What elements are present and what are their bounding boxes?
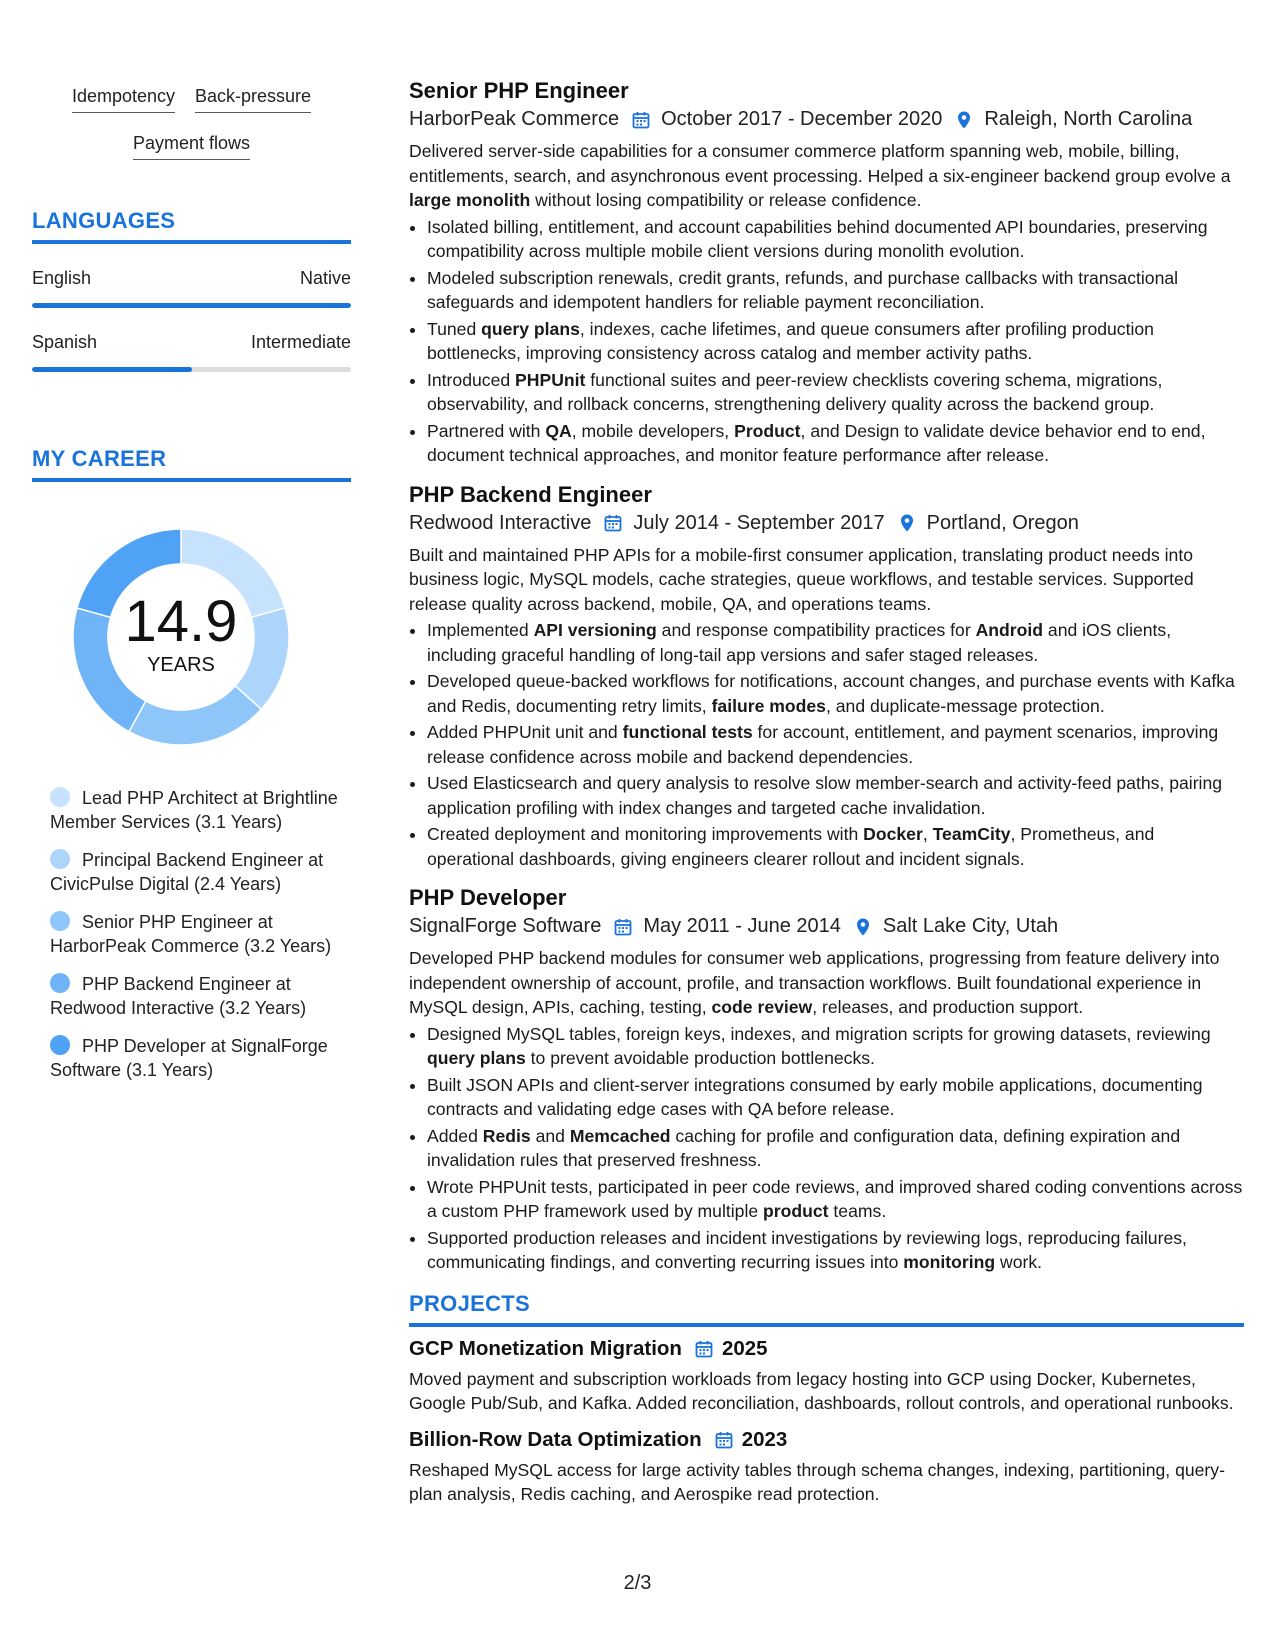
- job-bullet: • Partnered with QA, mobile developers, Product, and Design to validate device behavior end to end, document technical approaches, and monitor feature performance after release.: [427, 419, 1244, 468]
- career-total-years: 14.9: [124, 588, 238, 654]
- job-company: SignalForge Software: [409, 915, 602, 937]
- language-proficiency-fill: [32, 367, 192, 372]
- project-entry: [409, 1428, 1244, 1507]
- skill-tag: Back-pressure: [195, 82, 311, 113]
- career-legend-dot: [50, 849, 70, 869]
- career-legend-label: Senior PHP Engineer at HarborPeak Commerce (3.2 Years): [50, 912, 332, 956]
- language-proficiency-fill: [32, 303, 351, 308]
- project-description: Moved payment and subscription workloads from legacy hosting into GCP using Docker, Kubernetes, Google Pub/Sub, and Kafka. Added reconciliation, dashboards, rollout controls, and operational runbooks.: [409, 1368, 1234, 1413]
- page-number: 2/3: [623, 1572, 652, 1594]
- job-bullets: [409, 215, 1244, 468]
- language-level: Native: [299, 268, 351, 288]
- project-year: 2023: [741, 1427, 788, 1451]
- career-legend-dot: [50, 1035, 70, 1055]
- project-title: GCP Monetization Migration: [409, 1336, 682, 1360]
- job-summary: Built and maintained PHP APIs for a mobile-first consumer application, translating product needs into business logic, MySQL models, cache strategies, queue workflows, and testable services. Supported release quality across backend, mobile, QA, and operations teams.: [409, 544, 1194, 614]
- job-summary: Developed PHP backend modules for consumer web applications, progressing from feature delivery into independent ownership of account, profile, and transaction workflows. Built foundational experience in MySQL design, APIs, caching, testing, code review, releases, and production support.: [409, 948, 1220, 1017]
- project-entry: [409, 1337, 1244, 1416]
- location-pin-icon: [954, 110, 974, 130]
- skills-tags: [32, 78, 351, 172]
- career-legend-item: [50, 972, 340, 1020]
- language-level: Intermediate: [250, 332, 351, 352]
- job-dates: May 2011 - June 2014: [643, 915, 841, 937]
- job-bullet: • Created deployment and monitoring improvements with Docker, TeamCity, Prometheus, and operational dashboards, giving engineers clearer rollout and incident signals.: [427, 822, 1244, 871]
- language-name: Spanish: [32, 332, 98, 352]
- job-company: Redwood Interactive: [409, 511, 592, 534]
- job-bullets: [409, 1022, 1244, 1275]
- calendar-icon: [613, 917, 633, 937]
- languages-heading: LANGUAGES: [32, 208, 351, 244]
- language-spanish: [32, 332, 351, 372]
- calendar-icon: [631, 110, 651, 130]
- job-meta: [409, 915, 1244, 938]
- career-heading: MY CAREER: [32, 446, 351, 482]
- job-title: PHP Backend Engineer: [409, 481, 652, 507]
- job-location: Raleigh, North Carolina: [984, 108, 1193, 130]
- job-bullet: • Added PHPUnit unit and functional tests for account, entitlement, and payment scenarios, improving release confidence across mobile and backend dependencies.: [427, 720, 1244, 769]
- job-meta: [409, 108, 1244, 131]
- career-legend-label: Principal Backend Engineer at CivicPulse Digital (2.4 Years): [50, 850, 324, 894]
- skill-tag: Idempotency: [72, 82, 175, 113]
- job-bullet: • Tuned query plans, indexes, cache lifetimes, and queue consumers after profiling production bottlenecks, improving consistency across catalog and member activity paths.: [427, 317, 1244, 366]
- career-legend-item: [50, 786, 340, 834]
- project-year: 2025: [721, 1336, 768, 1360]
- location-pin-icon: [897, 513, 917, 533]
- location-pin-icon: [853, 917, 873, 937]
- language-english: [32, 268, 351, 308]
- job-dates: October 2017 - December 2020: [661, 108, 943, 130]
- career-legend-item: [50, 1034, 340, 1082]
- career-legend-label: Lead PHP Architect at Brightline Member Services (3.1 Years): [50, 788, 338, 832]
- job-location: Portland, Oregon: [926, 511, 1079, 534]
- calendar-icon: [714, 1430, 734, 1450]
- project-title: Billion-Row Data Optimization: [409, 1427, 702, 1451]
- job-bullet: • Supported production releases and incident investigations by reviewing logs, reproducing failures, communicating findings, and converting recurring issues into monitoring work.: [427, 1226, 1244, 1275]
- project-description: Reshaped MySQL access for large activity tables through schema changes, indexing, partitioning, query-plan analysis, Redis caching, and Aerospike read protection.: [409, 1459, 1225, 1504]
- language-proficiency-bar: [32, 367, 351, 372]
- experience-entry: [409, 482, 1244, 872]
- project-header: [409, 1428, 1244, 1452]
- job-bullet: • Built JSON APIs and client-server integrations consumed by early mobile applications, documenting contracts and validating edge cases with QA before release.: [427, 1073, 1244, 1122]
- career-legend-dot: [50, 787, 70, 807]
- job-meta: [409, 512, 1244, 535]
- career-total-unit: YEARS: [147, 653, 215, 676]
- job-bullet: • Developed queue-backed workflows for notifications, account changes, and purchase events with Kafka and Redis, documenting retry limits, failure modes, and duplicate-message protection.: [427, 669, 1244, 718]
- job-bullet: • Wrote PHPUnit tests, participated in peer code reviews, and improved shared coding conventions across a custom PHP framework used by multiple product teams.: [427, 1175, 1244, 1224]
- projects-heading: PROJECTS: [409, 1291, 1244, 1327]
- language-proficiency-bar: [32, 303, 351, 308]
- job-bullet: • Modeled subscription renewals, credit grants, refunds, and purchase callbacks with transactional safeguards and idempotent handlers for reliable payment reconciliation.: [427, 266, 1244, 315]
- job-bullet: • Isolated billing, entitlement, and account capabilities behind documented API boundaries, preserving compatibility across multiple mobile client versions during monolith evolution.: [427, 215, 1244, 264]
- job-bullet: • Used Elasticsearch and query analysis to resolve slow member-search and activity-feed paths, pairing application profiling with index changes and targeted cache invalidation.: [427, 771, 1244, 820]
- career-legend: [50, 786, 340, 1082]
- career-legend-label: PHP Backend Engineer at Redwood Interactive (3.2 Years): [50, 974, 307, 1018]
- job-bullet: • Introduced PHPUnit functional suites and peer-review checklists covering schema, migrations, observability, and rollback concerns, strengthening delivery quality across the backend group.: [427, 368, 1244, 417]
- experience-entry: [409, 885, 1244, 1275]
- calendar-icon: [603, 513, 623, 533]
- main-content: [409, 78, 1244, 1519]
- projects-list: [409, 1337, 1244, 1507]
- career-legend-item: [50, 848, 340, 896]
- job-company: HarborPeak Commerce: [409, 108, 620, 130]
- skill-tag: Payment flows: [133, 129, 250, 160]
- career-legend-dot: [50, 973, 70, 993]
- job-location: Salt Lake City, Utah: [882, 915, 1059, 937]
- career-legend-label: PHP Developer at SignalForge Software (3.1 Years): [50, 1036, 328, 1080]
- experience-entry: [409, 78, 1244, 468]
- job-title: Senior PHP Engineer: [409, 78, 629, 103]
- job-bullet: • Designed MySQL tables, foreign keys, indexes, and migration scripts for growing datasets, reviewing query plans to prevent avoidable production bottlenecks.: [427, 1022, 1244, 1071]
- career-legend-dot: [50, 911, 70, 931]
- sidebar: [32, 78, 351, 1096]
- job-bullet: • Implemented API versioning and response compatibility practices for Android and iOS clients, including graceful handling of long-tail app versions and safer staged releases.: [427, 618, 1244, 667]
- career-legend-item: [50, 910, 340, 958]
- language-name: English: [32, 268, 92, 288]
- job-title: PHP Developer: [409, 885, 567, 910]
- calendar-icon: [694, 1339, 714, 1359]
- project-header: [409, 1337, 1244, 1361]
- job-dates: July 2014 - September 2017: [633, 511, 885, 534]
- experience-list: [409, 78, 1244, 1275]
- career-donut-chart: [66, 522, 296, 752]
- job-bullet: • Added Redis and Memcached caching for profile and configuration data, defining expiration and invalidation rules that preserved freshness.: [427, 1124, 1244, 1173]
- job-summary: Delivered server-side capabilities for a consumer commerce platform spanning web, mobile, billing, entitlements, search, and asynchronous event processing. Helped a six-engineer backend group evolve a large monolith without losing compatibility or release confidence.: [409, 141, 1231, 210]
- job-bullets: [409, 618, 1244, 871]
